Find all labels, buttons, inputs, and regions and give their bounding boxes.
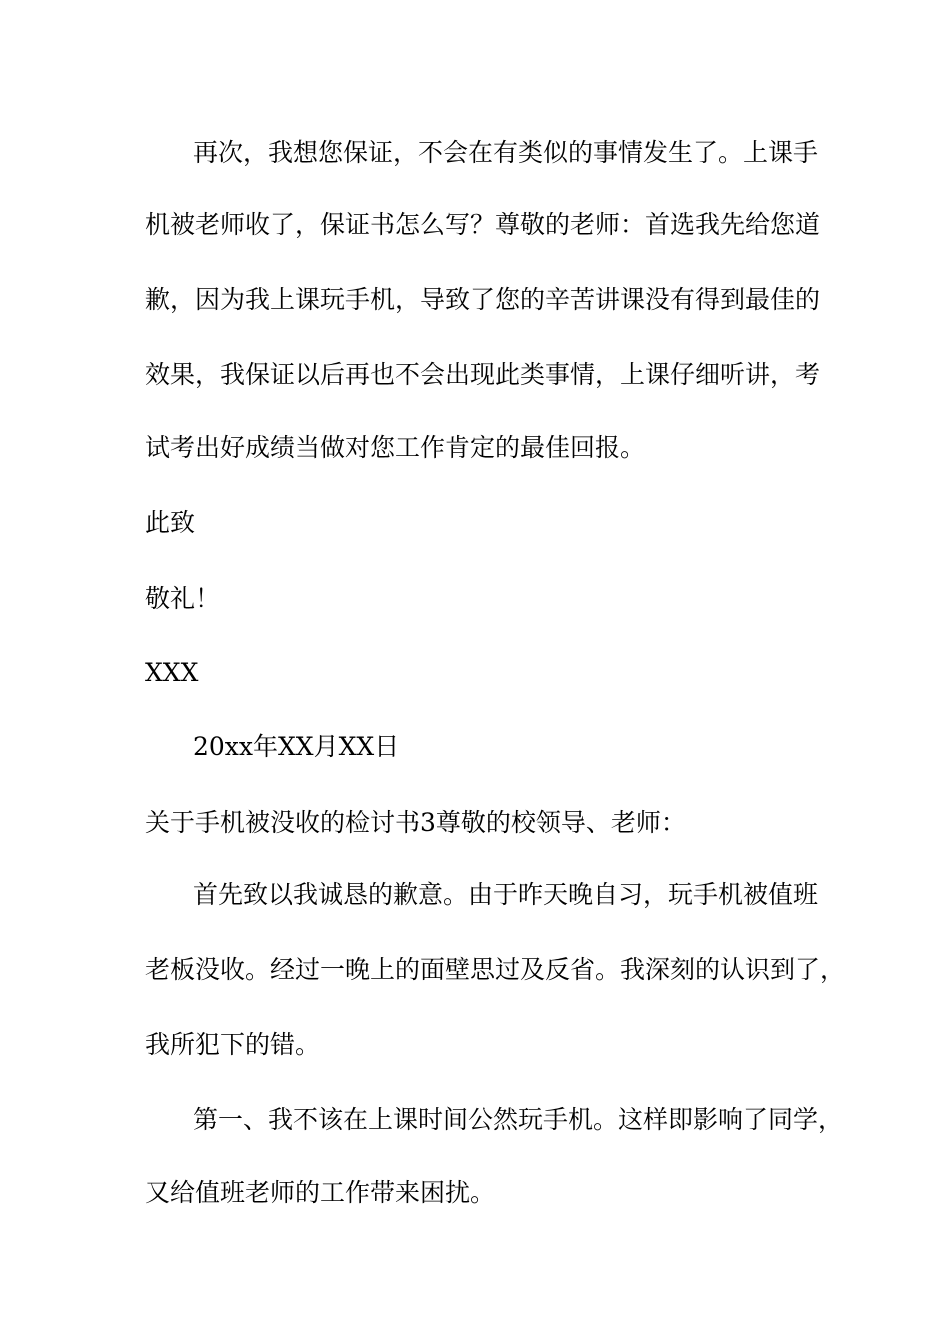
paragraph-3-line-1: 第一、我不该在上课时间公然玩手机。这样即影响了同学， <box>193 1105 844 1134</box>
paragraph-1-line-5: 试考出好成绩当做对您工作肯定的最佳回报。 <box>145 433 646 462</box>
paragraph-1-line-1: 再次，我想您保证，不会在有类似的事情发生了。上课手 <box>193 138 819 167</box>
date: 20xx年XX月XX日 <box>193 732 400 761</box>
paragraph-1-line-2: 机被老师收了，保证书怎么写？尊敬的老师：首选我先给您道 <box>145 210 821 239</box>
paragraph-2-line-3: 我所犯下的错。 <box>145 1030 321 1059</box>
section-heading: 关于手机被没收的检讨书3尊敬的校领导、老师： <box>145 808 686 837</box>
paragraph-1-line-3: 歉，因为我上课玩手机，导致了您的辛苦讲课没有得到最佳的 <box>145 285 821 314</box>
paragraph-3-line-2: 又给值班老师的工作带来困扰。 <box>145 1178 496 1207</box>
closing-salutation-2: 敬礼！ <box>145 584 221 613</box>
paragraph-1-line-4: 效果，我保证以后再也不会出现此类事情，上课仔细听讲，考 <box>145 360 821 389</box>
paragraph-2-line-1: 首先致以我诚恳的歉意。由于昨天晚自习，玩手机被值班 <box>193 880 819 909</box>
signature: XXX <box>145 658 199 687</box>
paragraph-2-line-2: 老板没收。经过一晚上的面壁思过及反省。我深刻的认识到了， <box>145 955 846 984</box>
closing-salutation-1: 此致 <box>145 508 196 537</box>
